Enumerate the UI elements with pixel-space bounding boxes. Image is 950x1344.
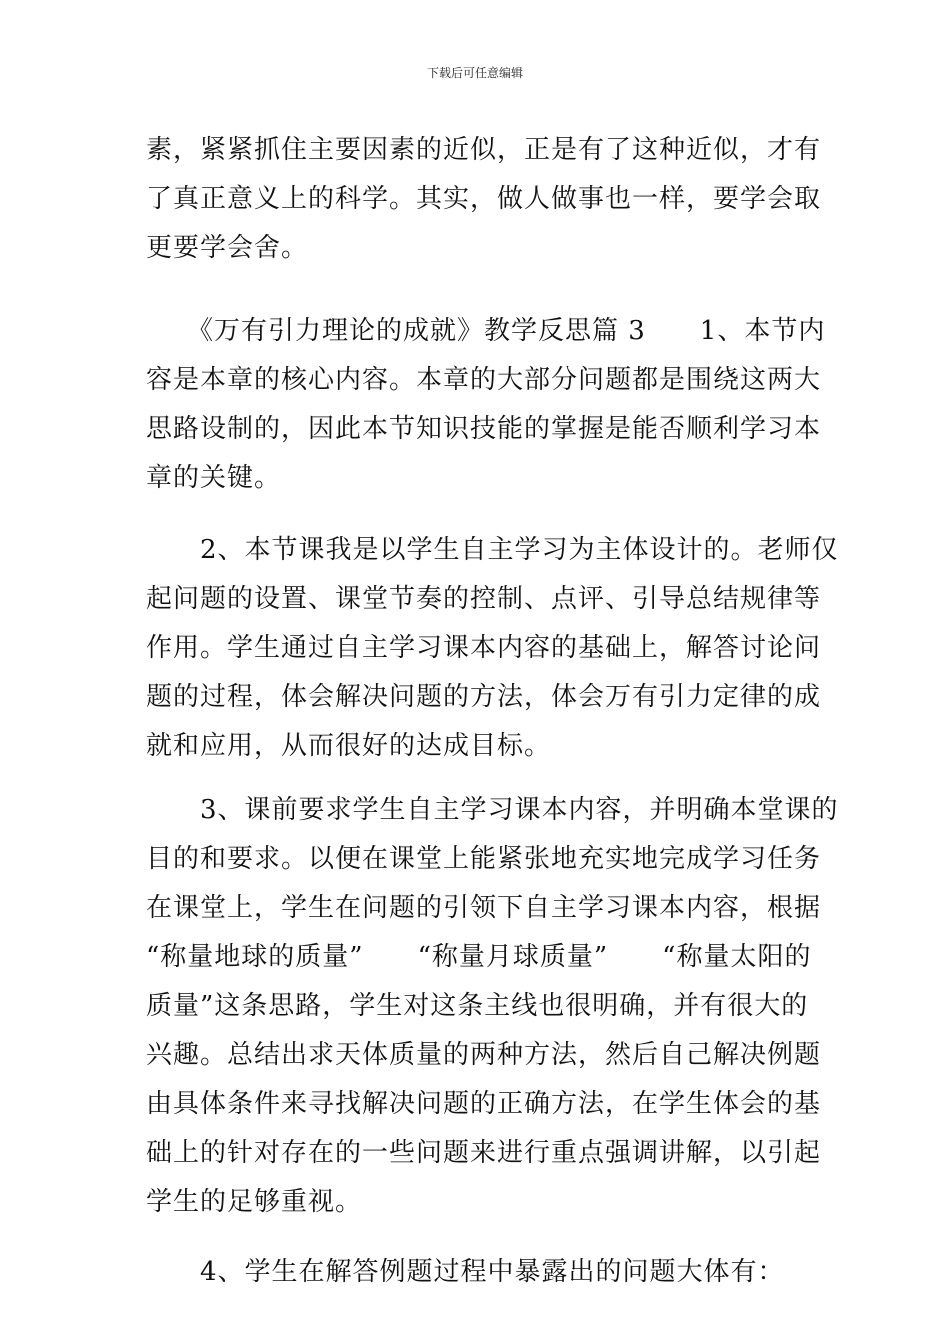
text-line: 础上的针对存在的一些问题来进行重点强调讲解，以引起: [146, 1138, 822, 1168]
text-line: 题的过程，体会解决问题的方法，体会万有引力定律的成: [146, 682, 822, 712]
text-line: 目的和要求。以便在课堂上能紧张地充实地完成学习任务: [146, 844, 822, 874]
text-line: 了真正意义上的科学。其实，做人做事也一样，要学会取: [146, 184, 822, 214]
text-line: 章的关键。: [146, 463, 282, 493]
text-line: 《万有引力理论的成就》教学反思篇 3 1、本节内: [146, 316, 826, 346]
text-line: 2、本节课我是以学生自主学习为主体设计的。老师仅: [146, 535, 839, 565]
text-line: 兴趣。总结出求天体质量的两种方法，然后自己解决例题: [146, 1040, 822, 1070]
text-line: 在课堂上，学生在问题的引领下自主学习课本内容，根据: [146, 893, 822, 923]
text-line: “称量地球的质量” “称量月球质量” “称量太阳的: [146, 942, 812, 972]
text-line: 素，紧紧抓住主要因素的近似，正是有了这种近似，才有: [146, 135, 822, 165]
text-line: 更要学会舍。: [146, 233, 309, 263]
text-line: 作用。学生通过自主学习课本内容的基础上，解答讨论问: [146, 633, 822, 663]
text-line: 学生的足够重视。: [146, 1187, 363, 1217]
text-line: 思路设制的，因此本节知识技能的掌握是能否顺利学习本: [146, 414, 822, 444]
text-line: 4、学生在解答例题过程中暴露出的问题大体有：: [146, 1257, 785, 1287]
text-line: 起问题的设置、课堂节奏的控制、点评、引导总结规律等: [146, 584, 822, 614]
text-line: 就和应用，从而很好的达成目标。: [146, 731, 552, 761]
text-line: 3、课前要求学生自主学习课本内容，并明确本堂课的: [146, 795, 839, 825]
page-header: 下载后可任意编辑: [426, 66, 523, 80]
text-line: 由具体条件来寻找解决问题的正确方法，在学生体会的基: [146, 1089, 822, 1119]
text-line: 质量”这条思路，学生对这条主线也很明确，并有很大的: [146, 991, 809, 1021]
text-line: 容是本章的核心内容。本章的大部分问题都是围绕这两大: [146, 365, 822, 395]
